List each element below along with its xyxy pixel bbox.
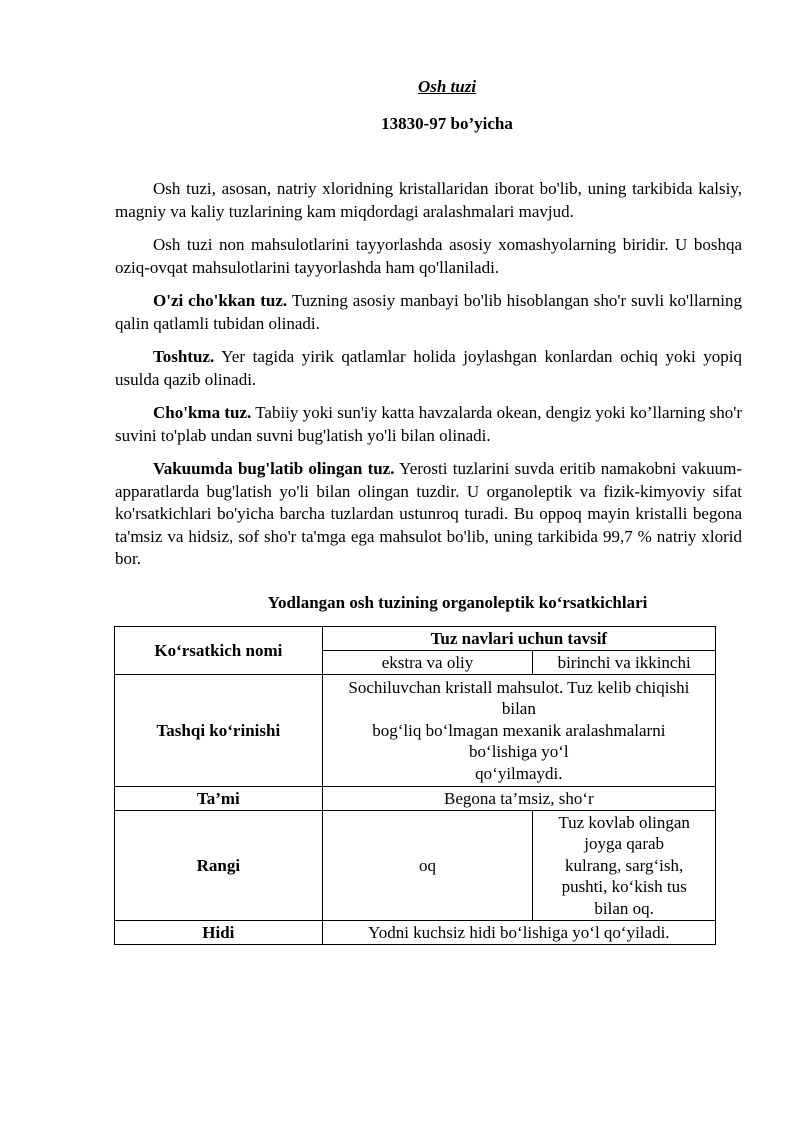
paragraph-3 xyxy=(115,290,742,335)
row-name-taste: Ta’mi xyxy=(115,787,323,811)
cell-line: Tuz kovlab olingan xyxy=(558,812,690,832)
paragraph-lead: Vakuumda bug'latib olingan tuz. xyxy=(153,459,395,478)
paragraph-lead: Toshtuz. xyxy=(153,347,215,366)
paragraph-text: Osh tuzi non mahsulotlarini tayyorlashda asosiy xomashyolarning biridir. U boshqa oziq-ovqat mahsulotlarini tayyorlashda ham qo'llaniladi. xyxy=(115,235,742,277)
body-text xyxy=(115,178,742,582)
paragraph-text: Tuzning asosiy manbayi bo'lib hisoblangan sho'r suvli ko'llarning qalin qatlamli tubidan olinadi. xyxy=(115,291,743,333)
header-col-extra: ekstra va oliy xyxy=(322,651,533,675)
cell-line: bilan oq. xyxy=(594,898,654,918)
row-name-smell: Hidi xyxy=(115,921,323,945)
paragraph-text: Yer tagida yirik qatlamlar holida joylashgan konlardan ochiq yoki yopiq usulda qazib olinadi. xyxy=(115,347,742,389)
row-value-color-extra: oq xyxy=(322,811,533,921)
table-row xyxy=(115,921,716,945)
row-name-appearance: Tashqi ko‘rinishi xyxy=(115,675,323,787)
table-row xyxy=(115,811,716,921)
organoleptic-table xyxy=(114,626,716,945)
cell-line: bo‘lishiga yo‘l xyxy=(469,742,569,762)
paragraph-4 xyxy=(115,346,742,391)
page-title: Osh tuzi xyxy=(417,77,477,96)
row-value-color-first xyxy=(533,811,716,921)
paragraph-lead: Cho'kma tuz. xyxy=(153,403,252,422)
cell-line: joyga qarab xyxy=(584,834,665,854)
table-header-row xyxy=(115,627,716,651)
table-row xyxy=(115,787,716,811)
cell-line: kulrang, sarg‘ish, xyxy=(565,855,684,875)
header-indicator: Ko‘rsatkich nomi xyxy=(115,627,323,675)
paragraph-5 xyxy=(115,402,742,447)
cell-line: pushti, ko‘kish tus xyxy=(561,877,687,897)
paragraph-lead: O'zi cho'kkan tuz. xyxy=(153,291,288,310)
row-value-taste: Begona ta’msiz, sho‘r xyxy=(322,787,715,811)
header-col-first: birinchi va ikkinchi xyxy=(533,651,716,675)
header-group: Tuz navlari uchun tavsif xyxy=(322,627,715,651)
page-subtitle: 13830-97 bo’yicha xyxy=(381,114,513,133)
row-value-appearance xyxy=(322,675,715,787)
paragraph-1 xyxy=(115,178,742,223)
cell-line: bilan xyxy=(501,699,536,719)
table-title: Yodlangan osh tuzining organoleptik ko‘rsatkichlari xyxy=(267,593,648,612)
paragraph-2 xyxy=(115,234,742,279)
paragraph-text: Osh tuzi, asosan, natriy xloridning kristallaridan iborat bo'lib, uning tarkibida kalsiy, magniy va kaliy tuzlarining kam miqdordagi aralashmalari mavjud. xyxy=(115,179,742,221)
row-name-color: Rangi xyxy=(115,811,323,921)
cell-line: Sochiluvchan kristall mahsulot. Tuz kelib chiqishi xyxy=(348,677,690,697)
paragraph-6 xyxy=(115,458,742,571)
row-value-smell: Yodni kuchsiz hidi bo‘lishiga yo‘l qo‘yiladi. xyxy=(322,921,715,945)
paragraph-text: Tabiiy yoki sun'iy katta havzalarda okean, dengiz yoki ko’llarning sho'r suvini to'plab undan suvni bug'latish yo'li bilan olinadi. xyxy=(115,403,742,445)
paragraph-text: Yerosti tuzlarini suvda eritib namakobni vakuum-apparatlarda bug'latish yo'li bilan olingan tuzdir. U organoleptik va fizik-kimyoviy sifat ko'rsatkichlari bo'yicha barcha tuzlardan ustunroq turadi. Bu oppoq mayin kristalli begona ta'msiz va hidsiz, sof sho'r ta'mga ega mahsulot bo'lib, uning tarkibida 99,7 % natriy xlorid bor. xyxy=(115,459,742,568)
table-row xyxy=(115,675,716,787)
cell-line: bog‘liq bo‘lmagan mexanik aralashmalarni xyxy=(372,720,666,740)
cell-line: qo‘yilmaydi. xyxy=(475,763,563,783)
